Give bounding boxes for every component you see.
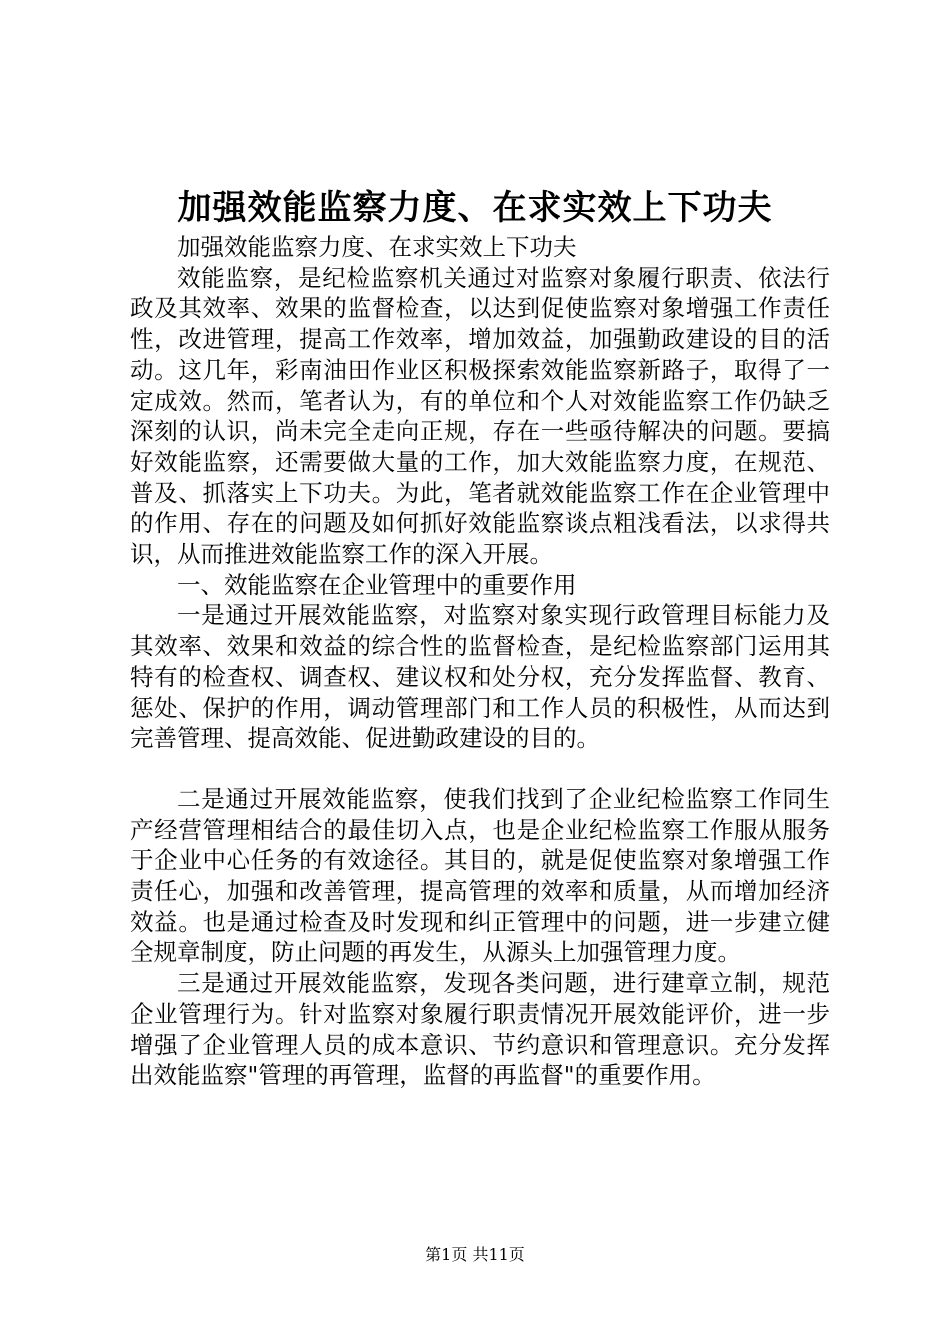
page-number-footer: 第1页 共11页 [425,1245,525,1264]
paragraph-intro: 效能监察，是纪检监察机关通过对监察对象履行职责、依法行政及其效率、效果的监督检查，以达到促使监察对象增强工作责任性，改进管理，提高工作效率，增加效益，加强勤政建设的目的活动。这几年，彩南油田作业区积极探索效能监察新路子，取得了一定成效。然而，笔者认为，有的单位和个人对效能监察工作仍缺乏深刻的认识，尚未完全走向正规，存在一些亟待解决的问题。要搞好效能监察，还需要做大量的工作，加大效能监察力度，在规范、普及、抓落实上下功夫。为此，笔者就效能监察工作在企业管理中的作用、存在的问题及如何抓好效能监察谈点粗浅看法，以求得共识，从而推进效能监察工作的深入开展。 [130,263,830,569]
section-heading: 一、效能监察在企业管理中的重要作用 [177,570,577,599]
paragraph-point-two: 二是通过开展效能监察，使我们找到了企业纪检监察工作同生产经营管理相结合的最佳切入点，也是企业纪检监察工作服从服务于企业中心任务的有效途径。其目的，就是促使监察对象增强工作责任心，加强和改善管理，提高管理的效率和质量，从而增加经济效益。也是通过检查及时发现和纠正管理中的问题，进一步建立健全规章制度，防止问题的再发生，从源头上加强管理力度。 [130,784,830,967]
paragraph-subtitle: 加强效能监察力度、在求实效上下功夫 [177,233,577,261]
document-body [130,232,830,1091]
paragraph-point-one: 一是通过开展效能监察，对监察对象实现行政管理目标能力及其效率、效果和效益的综合性的监督检查，是纪检监察部门运用其特有的检查权、调查权、建议权和处分权，充分发挥监督、教育、惩处、保护的作用，调动管理部门和工作人员的积极性，从而达到完善管理、提高效能、促进勤政建设的目的。 [130,601,830,753]
paragraph-point-three: 三是通过开展效能监察，发现各类问题，进行建章立制，规范企业管理行为。针对监察对象履行职责情况开展效能评价，进一步增强了企业管理人员的成本意识、节约意识和管理意识。充分发挥出效能监察"管理的再管理，监督的再监督"的重要作用。 [130,969,830,1090]
document-title: 加强效能监察力度、在求实效上下功夫 [177,188,773,228]
paragraph-spacer [130,754,830,784]
